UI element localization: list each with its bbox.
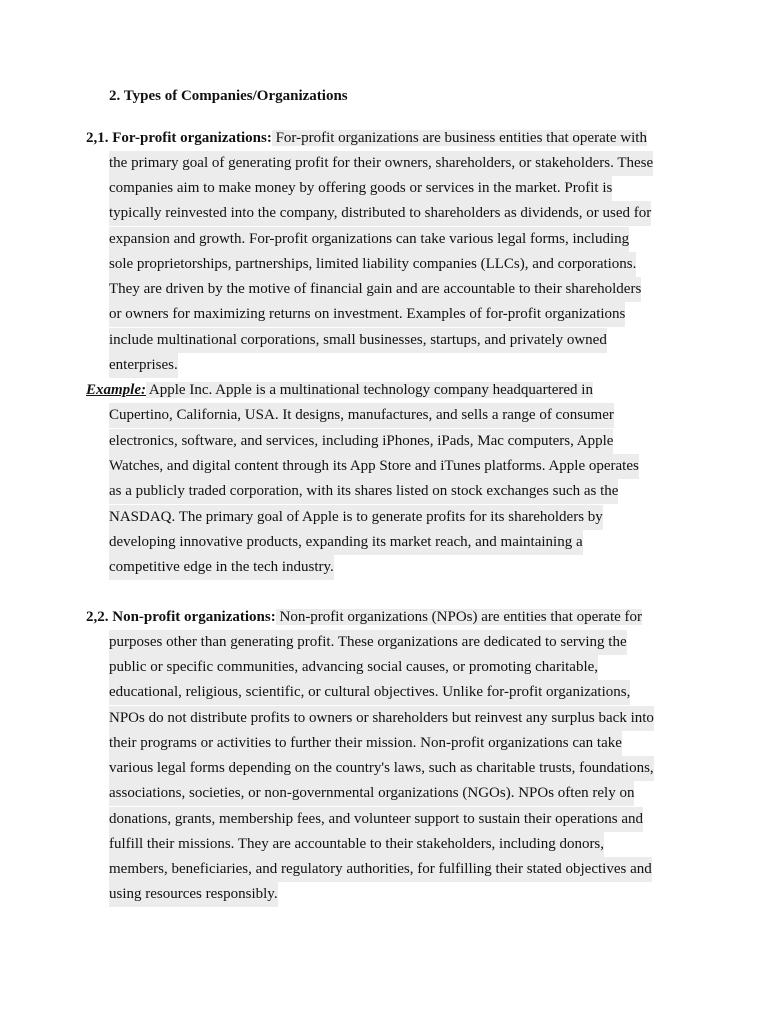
- paragraph-line: typically reinvested into the company, distributed to shareholders as dividends, or used for: [109, 201, 651, 226]
- paragraph-line: [86, 605, 642, 630]
- paragraph-line: purposes other than generating profit. These organizations are dedicated to serving the: [109, 630, 627, 655]
- paragraph-line: using resources responsibly.: [109, 882, 278, 907]
- paragraph-line: enterprises.: [109, 353, 178, 378]
- paragraph-line: members, beneficiaries, and regulatory authorities, for fulfilling their stated objectives and: [109, 857, 652, 882]
- paragraph-line: associations, societies, or non-governmental organizations (NGOs). NPOs often rely on: [109, 781, 634, 806]
- paragraph-line: expansion and growth. For-profit organizations can take various legal forms, including: [109, 227, 629, 252]
- section-heading: 2. Types of Companies/Organizations: [109, 88, 348, 104]
- line-text: For-profit organizations are business entities that operate with: [271, 130, 647, 146]
- paragraph-line: developing innovative products, expanding its market reach, and maintaining a: [109, 530, 583, 555]
- paragraph-line: NPOs do not distribute profits to owners or shareholders but reinvest any surplus back into: [109, 706, 654, 731]
- paragraph-line: their programs or activities to further their mission. Non-profit organizations can take: [109, 731, 622, 756]
- paragraph-line: fulfill their missions. They are accountable to their stakeholders, including donors,: [109, 832, 604, 857]
- non-profit-label: 2,2. Non-profit organizations:: [86, 609, 276, 625]
- paragraph-line: companies aim to make money by offering goods or services in the market. Profit is: [109, 176, 612, 201]
- paragraph-line: Cupertino, California, USA. It designs, manufactures, and sells a range of consumer: [109, 403, 614, 428]
- line-text: Non-profit organizations (NPOs) are entities that operate for: [275, 609, 643, 625]
- example-label: Example:: [86, 382, 146, 398]
- paragraph-line: They are driven by the motive of financial gain and are accountable to their shareholders: [109, 277, 641, 302]
- paragraph-line: include multinational corporations, small businesses, startups, and privately owned: [109, 328, 607, 353]
- paragraph-line: as a publicly traded corporation, with its shares listed on stock exchanges such as the: [109, 479, 618, 504]
- paragraph-line: public or specific communities, advancing social causes, or promoting charitable,: [109, 655, 598, 680]
- paragraph-line: Watches, and digital content through its App Store and iTunes platforms. Apple operates: [109, 454, 639, 479]
- paragraph-line: NASDAQ. The primary goal of Apple is to generate profits for its shareholders by: [109, 505, 603, 530]
- for-profit-label: 2,1. For-profit organizations:: [86, 130, 272, 146]
- paragraph-line: electronics, software, and services, including iPhones, iPads, Mac computers, Apple: [109, 429, 613, 454]
- paragraph-line: [86, 378, 593, 403]
- paragraph-line: educational, religious, scientific, or cultural objectives. Unlike for-profit organizations,: [109, 680, 630, 705]
- paragraph-line: donations, grants, membership fees, and volunteer support to sustain their operations and: [109, 807, 643, 832]
- paragraph-line: [86, 126, 647, 151]
- paragraph-line: competitive edge in the tech industry.: [109, 555, 334, 580]
- line-text: Apple Inc. Apple is a multinational technology company headquartered in: [146, 382, 593, 398]
- paragraph-line: sole proprietorships, partnerships, limited liability companies (LLCs), and corporations.: [109, 252, 636, 277]
- paragraph-line: various legal forms depending on the country's laws, such as charitable trusts, foundations,: [109, 756, 654, 781]
- paragraph-line: the primary goal of generating profit for their owners, shareholders, or stakeholders. These: [109, 151, 653, 176]
- paragraph-line: or owners for maximizing returns on investment. Examples of for-profit organizations: [109, 302, 625, 327]
